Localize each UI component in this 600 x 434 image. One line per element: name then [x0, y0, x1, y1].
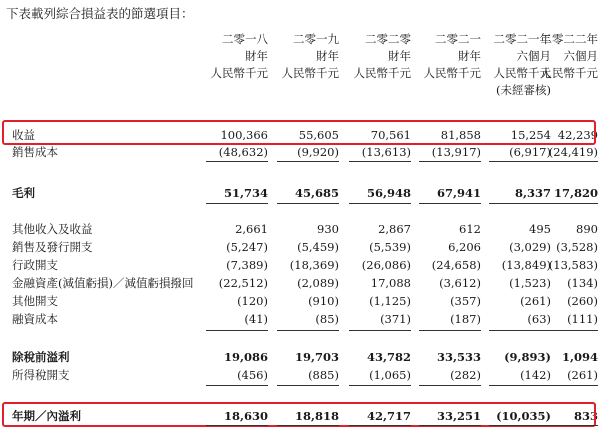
total-rule — [206, 425, 268, 426]
row-value: 833 — [573, 409, 598, 423]
column-header-line4 — [259, 82, 339, 99]
row-label: 除稅前溢利 — [12, 350, 70, 364]
column-header-line3: 人民幣千元 — [493, 66, 551, 80]
subtotal-rule — [536, 385, 598, 386]
column-header-line4 — [188, 82, 268, 99]
row-label: 其他收入及收益 — [12, 222, 93, 236]
row-value: (41) — [244, 312, 268, 326]
column-header-0 — [188, 31, 268, 99]
row-label: 銷售成本 — [12, 145, 58, 159]
subtotal-rule — [277, 161, 339, 162]
row-value: (5,247) — [226, 240, 268, 254]
row-value: (3,528) — [556, 240, 598, 254]
intro-text: 下表載列綜合損益表的節選項目： — [6, 6, 194, 21]
row-value: 67,941 — [436, 186, 481, 200]
row-value: 19,703 — [294, 350, 339, 364]
row-value: (13,583) — [548, 258, 598, 272]
row-value: (18,369) — [289, 258, 339, 272]
row-value: 19,086 — [223, 350, 268, 364]
row-value: 495 — [529, 222, 551, 236]
total-rule — [349, 425, 411, 426]
row-label: 行政開支 — [12, 258, 58, 272]
subtotal-rule — [536, 161, 598, 162]
row-value: (24,419) — [548, 145, 598, 159]
row-value: (1,523) — [509, 276, 551, 290]
subtotal-rule — [419, 385, 481, 386]
subtotal-rule — [349, 385, 411, 386]
row-value: 8,337 — [514, 186, 551, 200]
table-row — [0, 221, 600, 237]
subtotal-rule — [349, 330, 411, 331]
row-value: (261) — [520, 294, 551, 308]
subtotal-rule — [206, 330, 268, 331]
row-value: (3,612) — [439, 276, 481, 290]
row-value: 55,605 — [298, 128, 339, 142]
column-header-line3: 人民幣千元 — [540, 66, 598, 80]
column-header-line2: 六個月 — [516, 49, 551, 63]
total-rule — [419, 425, 481, 426]
row-label: 金融資產(減值虧損)／減值虧損撥回 — [12, 276, 194, 290]
column-header-line3: 人民幣千元 — [423, 66, 481, 80]
row-value: (26,086) — [361, 258, 411, 272]
row-value: (142) — [520, 368, 551, 382]
row-value: (910) — [308, 294, 339, 308]
column-header-line1: 二零二一年 — [493, 32, 551, 46]
row-value: (9,893) — [504, 350, 551, 364]
column-header-line1: 二零二一 — [435, 32, 481, 46]
column-header-5 — [518, 31, 598, 99]
row-value: 15,254 — [510, 128, 551, 142]
row-value: 612 — [459, 222, 481, 236]
row-value: 890 — [576, 222, 598, 236]
table-row — [0, 239, 600, 255]
row-value: (9,920) — [297, 145, 339, 159]
total-rule — [277, 425, 339, 426]
row-value: (22,512) — [218, 276, 268, 290]
row-value: 51,734 — [223, 186, 268, 200]
column-header-line1: 二零一八 — [222, 32, 268, 46]
row-value: 42,239 — [557, 128, 598, 142]
table-row — [0, 275, 600, 291]
row-value: (13,917) — [431, 145, 481, 159]
column-header-line2: 財年 — [245, 49, 268, 63]
row-value: (6,917) — [509, 145, 551, 159]
row-value: (456) — [237, 368, 268, 382]
row-label: 收益 — [12, 128, 35, 142]
column-header-line4 — [518, 82, 598, 99]
row-value: (187) — [450, 312, 481, 326]
row-value: (260) — [567, 294, 598, 308]
row-label: 所得稅開支 — [12, 368, 70, 382]
row-value: (282) — [450, 368, 481, 382]
row-value: (111) — [567, 312, 598, 326]
row-value: 2,867 — [378, 222, 411, 236]
table-row — [0, 367, 600, 383]
row-value: (885) — [308, 368, 339, 382]
row-value: (7,389) — [226, 258, 268, 272]
subtotal-rule — [206, 161, 268, 162]
row-value: 1,094 — [561, 350, 598, 364]
subtotal-rule — [277, 330, 339, 331]
row-value: (5,539) — [369, 240, 411, 254]
row-value: (24,658) — [431, 258, 481, 272]
row-value: 18,630 — [223, 409, 268, 423]
subtotal-rule — [277, 385, 339, 386]
column-header-line1: 二零二二年 — [540, 32, 598, 46]
column-header-line4: (未經審核) — [496, 83, 551, 97]
subtotal-rule — [536, 203, 598, 204]
subtotal-rule — [419, 330, 481, 331]
row-value: (10,035) — [496, 409, 551, 423]
row-value: 930 — [317, 222, 339, 236]
row-value: 56,948 — [366, 186, 411, 200]
row-value: (1,065) — [369, 368, 411, 382]
row-value: 100,366 — [220, 128, 268, 142]
row-value: (2,089) — [297, 276, 339, 290]
row-value: 2,661 — [235, 222, 268, 236]
row-value: (261) — [567, 368, 598, 382]
subtotal-rule — [536, 330, 598, 331]
row-value: (63) — [527, 312, 551, 326]
row-value: (13,849) — [501, 258, 551, 272]
row-value: 18,818 — [294, 409, 339, 423]
column-header-3 — [401, 31, 481, 99]
row-value: (13,613) — [361, 145, 411, 159]
revenue-highlight-box — [2, 120, 596, 145]
column-header-line4 — [401, 82, 481, 99]
subtotal-rule — [419, 161, 481, 162]
table-row — [0, 144, 600, 160]
column-header-line2: 財年 — [458, 49, 481, 63]
subtotal-rule — [349, 203, 411, 204]
table-row — [0, 293, 600, 309]
column-header-line4 — [331, 82, 411, 99]
row-value: 42,717 — [366, 409, 411, 423]
column-header-line1: 二零一九 — [293, 32, 339, 46]
row-value: 33,251 — [436, 409, 481, 423]
row-value: (85) — [315, 312, 339, 326]
row-value: (1,125) — [369, 294, 411, 308]
row-value: 17,820 — [553, 186, 598, 200]
subtotal-rule — [349, 161, 411, 162]
row-label: 年期／內溢利 — [12, 409, 81, 423]
row-value: 81,858 — [440, 128, 481, 142]
column-header-line3: 人民幣千元 — [281, 66, 339, 80]
row-value: (357) — [450, 294, 481, 308]
subtotal-rule — [419, 203, 481, 204]
row-value: 6,206 — [448, 240, 481, 254]
subtotal-rule — [206, 203, 268, 204]
column-header-line2: 財年 — [388, 49, 411, 63]
row-label: 其他開支 — [12, 294, 58, 308]
row-label: 毛利 — [12, 186, 35, 200]
column-header-line2: 六個月 — [563, 49, 598, 63]
table-row — [0, 311, 600, 327]
column-header-line1: 二零二零 — [365, 32, 411, 46]
table-row — [0, 257, 600, 273]
profit-highlight-box — [2, 402, 596, 427]
row-value: 33,533 — [436, 350, 481, 364]
table-row — [0, 349, 600, 365]
row-label: 銷售及發行開支 — [12, 240, 93, 254]
row-value: (48,632) — [218, 145, 268, 159]
row-value: (134) — [567, 276, 598, 290]
row-value: 45,685 — [294, 186, 339, 200]
column-header-line3: 人民幣千元 — [353, 66, 411, 80]
subtotal-rule — [277, 203, 339, 204]
total-rule — [536, 425, 598, 426]
column-header-line2: 財年 — [316, 49, 339, 63]
column-header-2 — [331, 31, 411, 99]
row-value: (5,459) — [297, 240, 339, 254]
row-value: (371) — [380, 312, 411, 326]
row-value: (120) — [237, 294, 268, 308]
row-value: 70,561 — [370, 128, 411, 142]
column-header-1 — [259, 31, 339, 99]
subtotal-rule — [206, 385, 268, 386]
row-value: (3,029) — [509, 240, 551, 254]
row-value: 43,782 — [366, 350, 411, 364]
table-row — [0, 185, 600, 201]
row-label: 融資成本 — [12, 312, 58, 326]
row-value: 17,088 — [370, 276, 411, 290]
column-header-line3: 人民幣千元 — [210, 66, 268, 80]
